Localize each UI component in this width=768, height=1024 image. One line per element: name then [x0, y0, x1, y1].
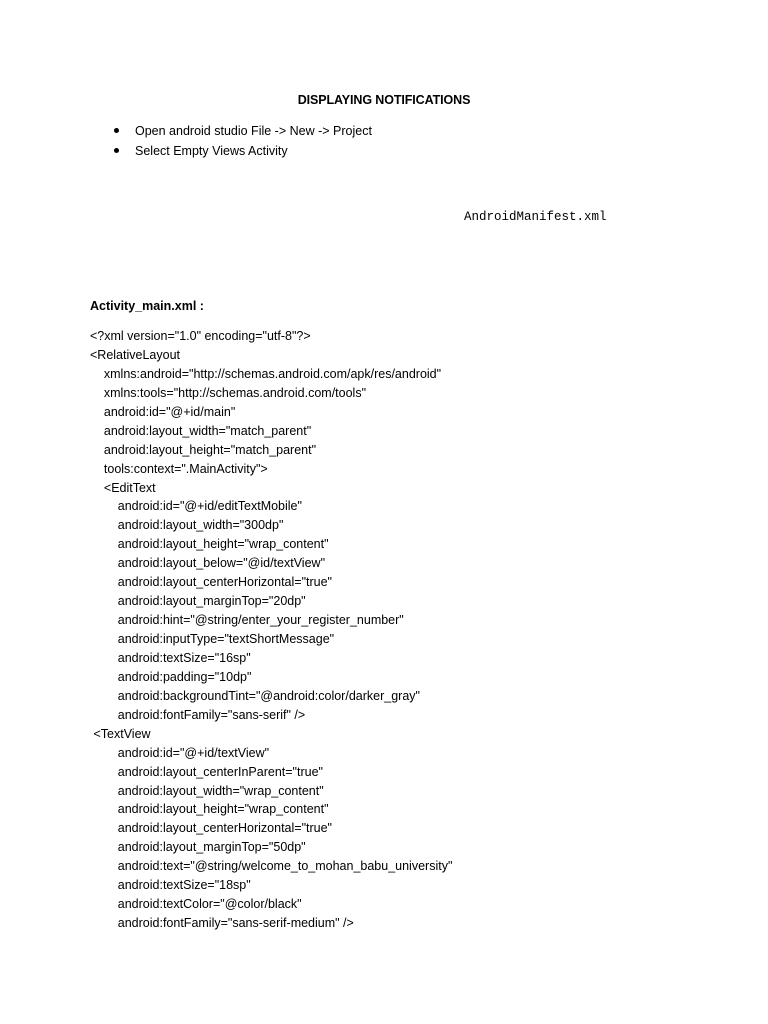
code-line: android:id="@+id/main": [90, 404, 236, 419]
code-line: android:layout_height="match_parent": [90, 442, 317, 457]
code-line: tools:context=".MainActivity">: [90, 461, 268, 476]
code-line: android:layout_width="match_parent": [90, 423, 312, 438]
code-line: android:layout_width="300dp": [90, 518, 284, 533]
code-line: android:hint="@string/enter_your_register_number": [90, 613, 404, 628]
code-line: xmlns:tools="http://schemas.android.com/tools": [90, 385, 367, 400]
code-line: android:layout_height="wrap_content": [90, 802, 329, 817]
code-line: android:layout_width="wrap_content": [90, 783, 324, 798]
code-line: android:text="@string/welcome_to_mohan_babu_university": [90, 859, 453, 874]
bullet-text: Open android studio File -> New -> Project: [135, 124, 372, 138]
code-line: android:fontFamily="sans-serif" />: [90, 707, 306, 722]
bullet-icon: [114, 128, 119, 133]
code-line: xmlns:android="http://schemas.android.com/apk/res/android": [90, 366, 442, 381]
code-block: [90, 327, 452, 933]
bullet-icon: [114, 148, 119, 153]
code-line: android:textSize="18sp": [90, 878, 251, 893]
code-line: <RelativeLayout: [90, 347, 180, 362]
code-line: android:layout_centerHorizontal="true": [90, 821, 332, 836]
code-line: android:id="@+id/textView": [90, 745, 270, 760]
code-line: android:inputType="textShortMessage": [90, 632, 335, 646]
code-line: android:padding="10dp": [90, 669, 252, 684]
code-line: android:layout_height="wrap_content": [90, 537, 329, 552]
code-line: android:layout_marginTop="50dp": [90, 840, 306, 855]
code-line: android:id="@+id/editTextMobile": [90, 499, 302, 514]
code-line: android:fontFamily="sans-serif-medium" />: [90, 916, 354, 931]
bullet-text: Select Empty Views Activity: [135, 144, 288, 158]
code-line: <TextView: [90, 726, 151, 741]
section-heading: Activity_main.xml :: [90, 299, 204, 313]
code-line: <?xml version="1.0" encoding="utf-8"?>: [90, 329, 311, 343]
code-line: android:layout_centerInParent="true": [90, 764, 323, 779]
code-line: <EditText: [90, 480, 156, 495]
code-line: android:textSize="16sp": [90, 650, 251, 665]
page-title: DISPLAYING NOTIFICATIONS: [297, 93, 471, 107]
code-line: android:backgroundTint="@android:color/darker_gray": [90, 688, 420, 703]
code-line: android:layout_marginTop="20dp": [90, 594, 306, 609]
code-line: android:textColor="@color/black": [90, 897, 302, 912]
code-line: android:layout_below="@id/textView": [90, 556, 326, 571]
code-line: android:layout_centerHorizontal="true": [90, 575, 332, 590]
manifest-file-label: AndroidManifest.xml: [464, 210, 607, 224]
